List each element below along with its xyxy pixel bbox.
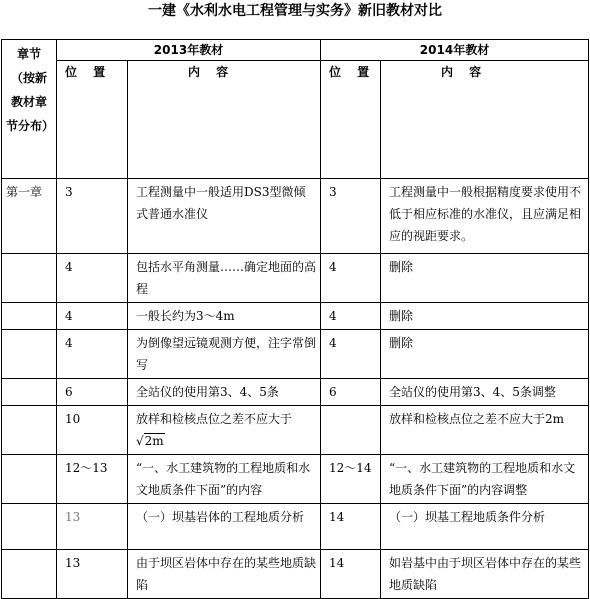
row-old-content: 一般长约为3～4m	[128, 303, 321, 330]
row-new-content: 工程测量中一般根据精度要求使用不低于相应标准的水准仪，且应满足相应的视距要求。	[381, 179, 589, 254]
header-new-content: 内 容	[381, 61, 589, 179]
row-old-position: 6	[57, 379, 128, 406]
comparison-table	[1, 39, 589, 599]
row-new-position: 14	[321, 550, 381, 599]
row-new-content: 全站仪的使用第3、4、5条调整	[381, 379, 589, 406]
header-row-columns	[2, 61, 589, 179]
sqrt-value: 2m	[144, 434, 164, 448]
table-row	[2, 254, 589, 303]
row-old-content: 由于坝区岩体中存在的某些地质缺陷	[128, 550, 321, 599]
row-chapter	[2, 455, 57, 504]
row-old-position: 4	[57, 254, 128, 303]
header-old-position: 位 置	[57, 61, 128, 179]
row-old-content: （一）坝基岩体的工程地质分析	[128, 504, 321, 550]
row-old-content: 为倒像望远镜观测方便，注字常倒写	[128, 330, 321, 379]
header-chapter: 章节（按新教材章节分布）	[2, 40, 57, 179]
row-old-content: “一、水工建筑物的工程地质和水文地质条件下面”的内容	[128, 455, 321, 504]
row-chapter	[2, 254, 57, 303]
table-row	[2, 303, 589, 330]
row-new-content: 放样和检核点位之差不应大于2m	[381, 406, 589, 455]
row-old-content: 放样和检核点位之差不应大于√2m	[128, 406, 321, 455]
header-2013: 2013年教材	[57, 40, 321, 61]
header-2014: 2014年教材	[321, 40, 589, 61]
row-new-position: 4	[321, 330, 381, 379]
header-new-position: 位 置	[321, 61, 381, 179]
table-row	[2, 330, 589, 379]
row-old-content: 全站仪的使用第3、4、5条	[128, 379, 321, 406]
table-row	[2, 406, 589, 455]
row-new-position: 4	[321, 303, 381, 330]
row-old-content-text: 放样和检核点位之差不应大于	[136, 412, 293, 426]
row-new-position: 3	[321, 179, 381, 254]
row-new-content: 删除	[381, 303, 589, 330]
header-old-content: 内 容	[128, 61, 321, 179]
table-row	[2, 455, 589, 504]
row-new-position: 4	[321, 254, 381, 303]
row-old-position: 12～13	[57, 455, 128, 504]
row-chapter	[2, 550, 57, 599]
row-old-position: 13	[57, 504, 128, 550]
table-row	[2, 179, 589, 254]
row-new-position: 12～14	[321, 455, 381, 504]
document-title: 一建《水利水电工程管理与实务》新旧教材对比	[148, 3, 442, 19]
row-old-position: 10	[57, 406, 128, 455]
row-old-content: 包括水平角测量……确定地面的高程	[128, 254, 321, 303]
row-new-position: 14	[321, 504, 381, 550]
row-new-position: 6	[321, 379, 381, 406]
row-old-position: 3	[57, 179, 128, 254]
row-new-position	[321, 406, 381, 455]
row-chapter	[2, 504, 57, 550]
row-new-content: 删除	[381, 330, 589, 379]
row-chapter: 第一章	[2, 179, 57, 254]
table-row	[2, 504, 589, 550]
row-old-position: 4	[57, 330, 128, 379]
row-old-position: 13	[57, 550, 128, 599]
row-chapter	[2, 379, 57, 406]
row-new-content: “一、水工建筑物的工程地质和水文地质条件下面”的内容调整	[381, 455, 589, 504]
row-chapter	[2, 303, 57, 330]
row-new-content: 删除	[381, 254, 589, 303]
header-row-years	[2, 40, 589, 61]
row-chapter	[2, 406, 57, 455]
row-old-position: 4	[57, 303, 128, 330]
row-chapter	[2, 330, 57, 379]
table-row	[2, 379, 589, 406]
row-old-content: 工程测量中一般适用DS3型微倾式普通水准仪	[128, 179, 321, 254]
row-new-content: （一）坝基工程地质条件分析	[381, 504, 589, 550]
row-new-content: 如岩基中由于坝区岩体中存在的某些地质缺陷	[381, 550, 589, 599]
table-row	[2, 550, 589, 599]
